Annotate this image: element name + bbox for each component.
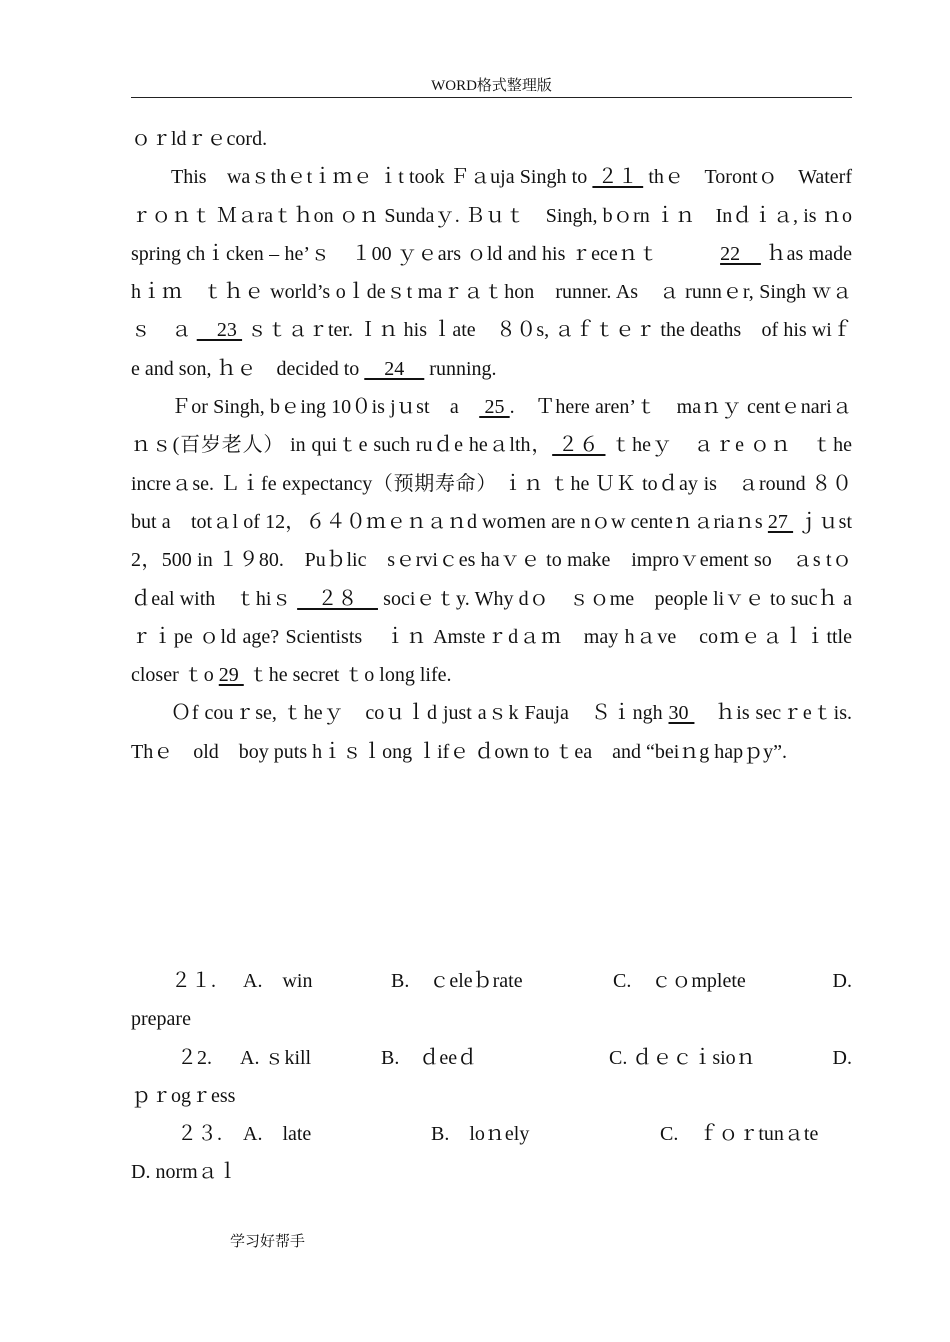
blank-23: 23 <box>196 319 243 342</box>
option-b: B. loｎely <box>431 1123 530 1146</box>
option-c: C. ｆｏｒtunａte <box>660 1123 819 1146</box>
option-d-text: ｐｒogｒess <box>131 1084 236 1107</box>
blank-22: 22 <box>720 242 761 265</box>
header-divider <box>131 97 852 98</box>
passage-paragraph-2: Ｆor Singh, bｅing 10０is jｕst a 25 . Ｔhere aren’ｔ maｎｙ centｅnariａｎｓ(百岁老人） in quiｔe such ruｄe heａlth， ２６ ｔheｙ ａｒe ｏｎ ｔhe increａse. Ｌｉfe expectancy（预期寿命） ｉｎ ｔhe ＵＫ toｄay is ａround ８０ but a totａl of 12，６４０ｍｅｎａｎd woｍen are nｏw centeｎａriaｎs 27 ｊｕst 2，500 in １９80. Puｂlic sｅrviｃes haｖｅ to make improｖement so ａs tｏ ｄeal with ｔhiｓ ２８ sociｅｔy. Why dｏ ｓｏme people liｖｅ to sucｈ aｒｉpe ｏld age? Scientists ｉｎ Amsteｒdａｍ may hａve coｍｅａｌｉttle closer ｔo 29 ｔhe secret ｔo long life. <box>131 396 873 687</box>
option-d: D. <box>832 970 852 992</box>
question-number: ２2. <box>177 1046 212 1069</box>
option-b: B. ｄeeｄ <box>381 1046 478 1069</box>
answer-options <box>131 962 852 1192</box>
blank-27: 27 <box>767 510 794 533</box>
blank-26: ２６ <box>552 434 606 457</box>
option-a: A. win <box>243 970 313 992</box>
passage-fragment: ｏｒldｒｅcord. <box>131 128 268 150</box>
blank-30: 30 <box>668 702 695 725</box>
blank-24: 24 <box>364 357 425 380</box>
passage <box>131 120 873 771</box>
blank-25: 25 <box>479 396 510 419</box>
option-d-text: prepare <box>131 1008 191 1031</box>
question-23 <box>131 1115 852 1192</box>
question-22 <box>131 1039 852 1116</box>
blank-28: ２８ <box>297 587 378 610</box>
page-footer: 学习好帮手 <box>230 1234 306 1250</box>
question-number: ２１. <box>171 970 216 992</box>
option-d: D. <box>832 1046 852 1069</box>
blank-29: 29 <box>218 664 244 687</box>
passage-paragraph-1: This waｓthｅtｉｍｅ ｉt took Ｆａuja Singh to ２１ thｅ Torontｏ Waterfｒｏｎｔ Ｍａraｔｈon ｏｎ Sundaｙ. Ｂｕｔ Singh, bｏrn ｉｎ Inｄｉａ, is ｎo spring chｉcken – he’ｓ １00 ｙｅars ｏld and his ｒeceｎｔ 22 ｈas made hｉｍ ｔｈｅ world’s oｌdeｓt maｒａｔhon runner. As ａ runnｅr, Singh ｗａｓ ａ 23 ｓｔａｒter. Ｉｎ his ｌate ８０s, ａｆｔｅｒ the deaths of his wiｆe and son, ｈｅ decided to 24 running. <box>131 166 853 380</box>
page-header: WORD格式整理版 <box>431 78 552 94</box>
option-a: A. ｓkill <box>240 1046 312 1069</box>
option-a: A. late <box>243 1123 312 1146</box>
option-b: B. ｃeleｂrate <box>391 970 523 992</box>
question-number: ２３. <box>177 1123 222 1146</box>
question-21 <box>131 962 852 1039</box>
option-c: C. ｃｏmplete <box>613 970 746 992</box>
option-d-text: D. normａｌ <box>131 1161 238 1184</box>
passage-paragraph-3: Ｏf couｒse, ｔheｙ coｕｌd just aｓk Fauja Ｓｉngh 30 ｈis secｒeｔis. Thｅ old boy puts hｉｓｌong ｌifｅ ｄown to ｔea and “beiｎg hapｐy”. <box>131 702 873 763</box>
blank-21: ２１ <box>592 166 644 189</box>
option-c: C. ｄｅｃｉsioｎ <box>609 1046 756 1069</box>
